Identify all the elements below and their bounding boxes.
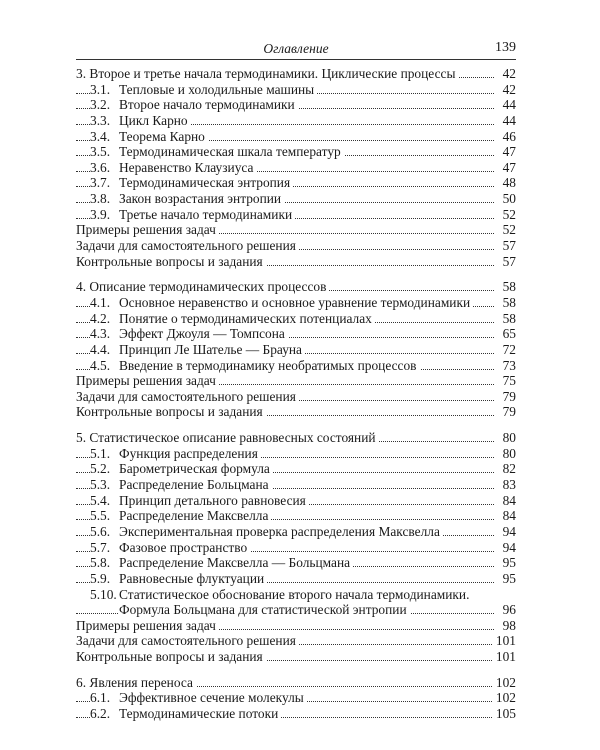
toc-entry[interactable] xyxy=(76,404,516,420)
toc-entry-label: Принцип детального равновесия xyxy=(119,492,306,508)
toc-entry-number: 5.6. xyxy=(90,523,111,539)
toc-entry-page: 42 xyxy=(500,66,516,82)
toc-entry-number: 3.2. xyxy=(90,97,111,113)
toc-entry[interactable] xyxy=(76,113,516,129)
toc-entry[interactable] xyxy=(76,649,516,665)
toc-entry-number: 5.8. xyxy=(90,555,111,571)
toc-entry[interactable] xyxy=(76,207,516,223)
running-header xyxy=(76,40,516,60)
toc-entry-page: 57 xyxy=(500,254,516,270)
toc-entry[interactable] xyxy=(76,555,516,571)
header-title: Оглавление xyxy=(263,41,329,56)
toc-entry-number: 3.3. xyxy=(90,112,111,128)
toc-entry-label: Цикл Карно xyxy=(119,112,188,128)
toc-entry-label: 6. Явления переноса xyxy=(76,674,193,690)
toc-entry-number: 5.9. xyxy=(90,570,111,586)
toc-entry-title xyxy=(90,477,272,493)
toc-entry[interactable] xyxy=(76,326,516,342)
toc-entry-label: Контрольные вопросы и задания xyxy=(76,649,263,665)
toc-entry[interactable] xyxy=(76,461,516,477)
toc-entry-page: 58 xyxy=(500,311,516,327)
toc-entry-label: Термодинамическая шкала температур xyxy=(119,144,341,160)
toc-entry-title xyxy=(90,358,420,374)
toc-entry[interactable] xyxy=(76,587,516,603)
toc-entry-page: 52 xyxy=(500,222,516,238)
toc-entry-number: 3.7. xyxy=(90,175,111,191)
toc-entry-title xyxy=(90,446,261,462)
toc-entry-page: 83 xyxy=(500,477,516,493)
toc-entry-page: 95 xyxy=(500,555,516,571)
toc-entry-label: Тепловые и холодильные машины xyxy=(119,81,315,97)
toc-entry[interactable] xyxy=(76,342,516,358)
toc-entry-number: 5.2. xyxy=(90,461,111,477)
toc-entry-title xyxy=(90,175,293,191)
header-rule xyxy=(76,59,516,60)
toc-entry-label: Эффект Джоуля — Томпсона xyxy=(119,326,285,342)
toc-entry[interactable] xyxy=(76,129,516,145)
toc-entry-title xyxy=(90,295,473,311)
toc-entry-label: Распределение Максвелла — Больцмана xyxy=(119,555,351,571)
toc-entry[interactable] xyxy=(76,66,516,82)
toc-entry-title xyxy=(90,342,305,358)
toc-entry[interactable] xyxy=(76,477,516,493)
toc-entry-title xyxy=(90,97,298,113)
toc-entry[interactable] xyxy=(76,430,516,446)
toc-entry-page: 72 xyxy=(500,342,516,358)
toc-entry[interactable] xyxy=(76,222,516,238)
header-page-number: 139 xyxy=(495,40,516,55)
toc-entry-page: 80 xyxy=(500,446,516,462)
toc-entry-label: Термодинамические потоки xyxy=(119,705,279,721)
toc-entry-number: 6.1. xyxy=(90,690,111,706)
toc-entry-label: Неравенство Клаузиуса xyxy=(119,159,254,175)
toc-entry-number: 6.2. xyxy=(90,705,111,721)
toc-entry[interactable] xyxy=(76,508,516,524)
toc-entry-title xyxy=(90,113,191,129)
toc-entry-page: 95 xyxy=(500,571,516,587)
toc-entry-page: 47 xyxy=(500,144,516,160)
toc-entry-number: 4.5. xyxy=(90,357,111,373)
toc-entry[interactable] xyxy=(76,540,516,556)
toc-entry-number: 4.2. xyxy=(90,310,111,326)
toc-entry-page: 105 xyxy=(493,706,516,722)
toc-entry-label: Примеры решения задач xyxy=(76,222,216,238)
toc-entry-label: Контрольные вопросы и задания xyxy=(76,404,263,420)
toc-entry-title xyxy=(76,618,219,634)
toc-entry-title xyxy=(76,279,329,295)
toc-entry[interactable] xyxy=(76,602,516,618)
toc-entry-page: 82 xyxy=(500,461,516,477)
toc-entry[interactable] xyxy=(76,446,516,462)
toc-entry-title xyxy=(90,524,443,540)
toc-entry-title xyxy=(90,508,271,524)
toc-entry[interactable] xyxy=(76,389,516,405)
toc-entry-title xyxy=(90,540,250,556)
toc-entry-title xyxy=(119,602,410,618)
toc-entry[interactable] xyxy=(76,358,516,374)
toc-entry-label: Эффективное сечение молекулы xyxy=(119,690,304,706)
toc-entry-title xyxy=(90,690,307,706)
toc-entry[interactable] xyxy=(76,295,516,311)
toc-entry[interactable] xyxy=(76,373,516,389)
toc-entry-title xyxy=(76,389,299,405)
toc-entry[interactable] xyxy=(76,238,516,254)
toc-entry-label: Принцип Ле Шателье — Брауна xyxy=(119,341,302,357)
toc-entry-page: 47 xyxy=(500,160,516,176)
toc-entry-label: Закон возрастания энтропии xyxy=(119,191,282,207)
toc-entry-page: 46 xyxy=(500,129,516,145)
toc-entry-number: 3.4. xyxy=(90,128,111,144)
toc-entry-page: 48 xyxy=(500,175,516,191)
toc-entry-title xyxy=(90,555,353,571)
toc-entry-label: Распределение Максвелла xyxy=(119,508,269,524)
toc-entry-title xyxy=(76,675,196,691)
toc-entry-number: 3.1. xyxy=(90,81,111,97)
toc-entry-label: Фазовое пространство xyxy=(119,539,248,555)
toc-entry-title xyxy=(76,430,379,446)
toc-entry-label: 5. Статистическое описание равновесных состояний xyxy=(76,430,376,446)
toc-entry[interactable] xyxy=(76,97,516,113)
toc-entry-number: 5.3. xyxy=(90,477,111,493)
toc-entry-page: 84 xyxy=(500,493,516,509)
toc-entry[interactable] xyxy=(76,618,516,634)
toc-entry-page: 58 xyxy=(500,295,516,311)
toc-entry-title xyxy=(90,160,256,176)
toc-entry-title xyxy=(90,82,317,98)
toc-entry-number: 3.9. xyxy=(90,206,111,222)
toc-entry-page: 57 xyxy=(500,238,516,254)
toc-entry-page: 96 xyxy=(500,602,516,618)
toc-entry-label: Основное неравенство и основное уравнение термодинамики xyxy=(119,294,471,310)
toc-entry-page: 101 xyxy=(493,649,516,665)
toc-entry-title xyxy=(76,633,299,649)
toc-entry-page: 80 xyxy=(500,430,516,446)
toc-entry[interactable] xyxy=(76,175,516,191)
toc-entry[interactable] xyxy=(76,191,516,207)
table-of-contents xyxy=(76,66,516,722)
toc-entry-number: 4.4. xyxy=(90,341,111,357)
toc-entry-number: 3.8. xyxy=(90,191,111,207)
toc-entry-page: 42 xyxy=(500,82,516,98)
toc-entry-title xyxy=(90,461,273,477)
toc-entry-page: 58 xyxy=(500,279,516,295)
toc-entry-title xyxy=(76,649,266,665)
toc-entry-title xyxy=(90,207,295,223)
toc-entry-label: Статистическое обоснование второго начала термодинамики. xyxy=(119,586,470,602)
toc-entry-number: 5.1. xyxy=(90,445,111,461)
toc-entry-page: 102 xyxy=(493,675,516,691)
toc-entry-title xyxy=(76,222,219,238)
toc-entry-title xyxy=(76,373,219,389)
toc-entry-number: 3.5. xyxy=(90,144,111,160)
toc-entry-number: 4.3. xyxy=(90,326,111,342)
toc-entry-label: 3. Второе и третье начала термодинамики. Циклические процессы xyxy=(76,66,456,81)
toc-entry-title xyxy=(76,238,299,254)
toc-entry-page: 84 xyxy=(500,508,516,524)
toc-entry-label: Задачи для самостоятельного решения xyxy=(76,633,296,649)
toc-entry-label: Понятие о термодинамических потенциалах xyxy=(119,310,372,326)
toc-entry-label: Контрольные вопросы и задания xyxy=(76,253,263,269)
toc-entry[interactable] xyxy=(76,82,516,98)
toc-entry-page: 79 xyxy=(500,404,516,420)
toc-entry-page: 75 xyxy=(500,373,516,389)
toc-entry-label: Второе начало термодинамики xyxy=(119,97,295,113)
toc-entry[interactable] xyxy=(76,493,516,509)
toc-entry[interactable] xyxy=(76,311,516,327)
toc-entry[interactable] xyxy=(76,279,516,295)
toc-entry-label: Задачи для самостоятельного решения xyxy=(76,238,296,254)
toc-entry-label: Введение в термодинамику необратимых процессов xyxy=(119,357,417,373)
toc-entry-label: Равновесные флуктуации xyxy=(119,570,265,586)
toc-entry-number: 4.1. xyxy=(90,294,111,310)
toc-entry-label: Теорема Карно xyxy=(119,128,205,144)
toc-entry-label: Функция распределения xyxy=(119,445,258,461)
toc-entry-page: 94 xyxy=(500,524,516,540)
toc-entry-number: 3.6. xyxy=(90,159,111,175)
toc-entry-title xyxy=(90,129,208,145)
toc-entry-page: 52 xyxy=(500,207,516,223)
toc-entry-label: Экспериментальная проверка распределения Максвелла xyxy=(119,523,440,539)
toc-entry-title xyxy=(90,706,281,722)
toc-entry-page: 44 xyxy=(500,113,516,129)
toc-entry-number: 5.7. xyxy=(90,539,111,555)
toc-entry-title xyxy=(76,404,266,420)
toc-entry-title xyxy=(90,493,309,509)
toc-entry-label: 4. Описание термодинамических процессов xyxy=(76,279,327,295)
toc-entry-label: Термодинамическая энтропия xyxy=(119,175,291,191)
toc-entry-number: 5.10. xyxy=(90,586,117,602)
toc-entry-page: 102 xyxy=(493,690,516,706)
toc-entry-title xyxy=(90,571,267,587)
toc-entry-title xyxy=(76,66,458,82)
toc-entry-page: 73 xyxy=(500,358,516,374)
toc-entry[interactable] xyxy=(76,144,516,160)
toc-entry-title xyxy=(76,254,266,270)
toc-entry-label: Формула Больцмана для статистической энтропии xyxy=(119,602,407,618)
toc-entry-label: Третье начало термодинамики xyxy=(119,206,293,222)
toc-entry-number: 5.5. xyxy=(90,508,111,524)
toc-entry-title xyxy=(90,191,284,207)
toc-entry-page: 50 xyxy=(500,191,516,207)
toc-entry[interactable] xyxy=(76,675,516,691)
toc-entry-page: 101 xyxy=(493,633,516,649)
toc-entry[interactable] xyxy=(76,160,516,176)
toc-entry-label: Распределение Больцмана xyxy=(119,477,269,493)
toc-entry-label: Задачи для самостоятельного решения xyxy=(76,388,296,404)
toc-entry-number: 5.4. xyxy=(90,492,111,508)
toc-entry-page: 94 xyxy=(500,540,516,556)
toc-entry[interactable] xyxy=(76,571,516,587)
toc-entry[interactable] xyxy=(76,524,516,540)
toc-entry-title xyxy=(90,144,344,160)
toc-entry-title xyxy=(90,326,288,342)
toc-entry[interactable] xyxy=(76,633,516,649)
toc-entry[interactable] xyxy=(76,254,516,270)
toc-entry-label: Барометрическая формула xyxy=(119,461,270,477)
toc-entry-page: 98 xyxy=(500,618,516,634)
toc-entry[interactable] xyxy=(76,706,516,722)
toc-entry-page: 65 xyxy=(500,326,516,342)
toc-entry-label: Примеры решения задач xyxy=(76,373,216,389)
toc-entry[interactable] xyxy=(76,690,516,706)
toc-entry-page: 79 xyxy=(500,389,516,405)
toc-entry-label: Примеры решения задач xyxy=(76,617,216,633)
toc-entry-title xyxy=(90,311,375,327)
toc-entry-title xyxy=(90,587,472,603)
toc-entry-page: 44 xyxy=(500,97,516,113)
